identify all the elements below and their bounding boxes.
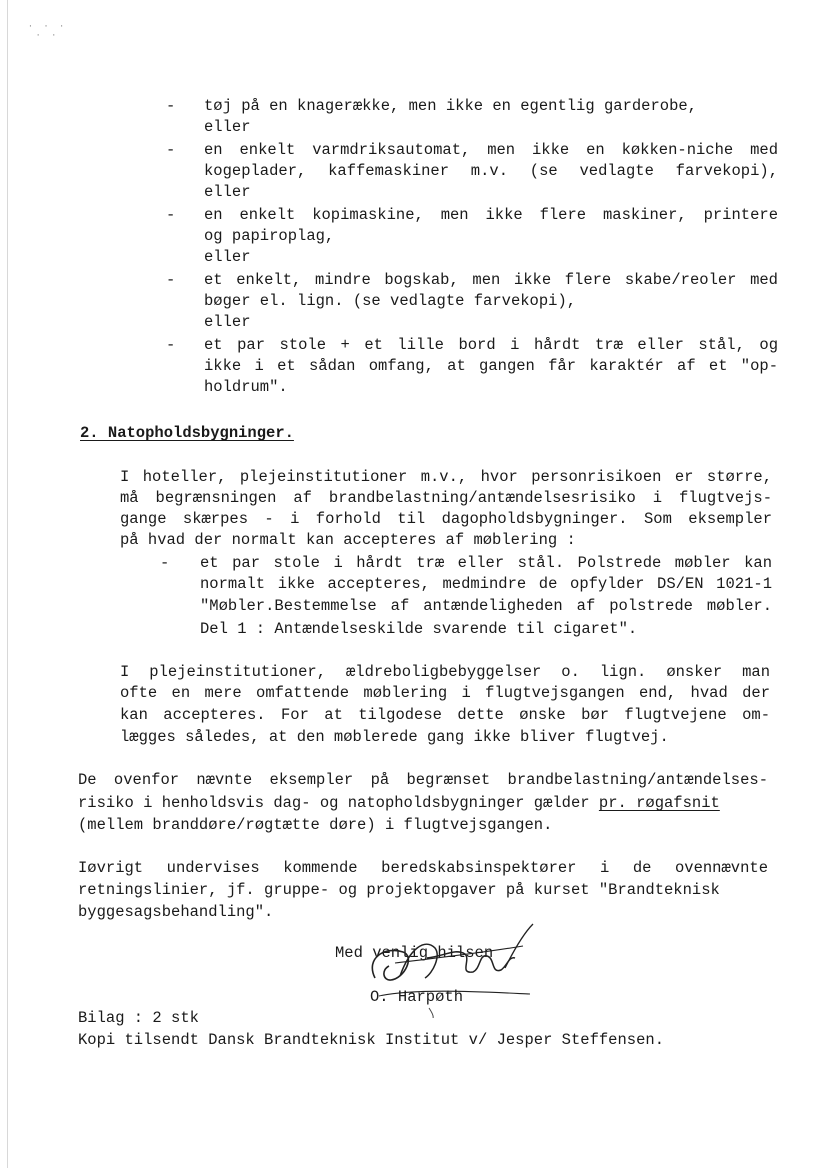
paragraph-line: må begrænsningen af brandbelastning/antændelsesrisiko i flugtvejs-	[120, 489, 772, 507]
paragraph-line: (mellem branddøre/røgtætte døre) i flugtvejsgangen.	[78, 816, 553, 834]
signature-name: O. Harpøth	[370, 988, 464, 1006]
bullet-dash: -	[160, 554, 170, 572]
signature-greeting: Med venlig hilsen	[335, 944, 494, 962]
paragraph-line: retningslinier, jf. gruppe- og projektopgaver på kurset "Brandteknisk	[78, 881, 720, 899]
paragraph-line: gange skærpes - i forhold til dagopholdsbygninger. Som eksempler	[120, 510, 772, 528]
bullet-dash: -	[166, 271, 176, 289]
paragraph-line	[78, 793, 768, 813]
bullet-text: tøj på en knagerække, men ikke en egentlig garderobe,	[204, 97, 697, 115]
paragraph-line: Iøvrigt undervises kommende beredskabsinspektører i de ovennævnte	[78, 859, 768, 877]
bullet-text: et par stole + et lille bord i hårdt træ eller stål, og	[204, 336, 778, 354]
bullet-text: en enkelt kopimaskine, men ikke flere maskiner, printere	[204, 206, 778, 224]
bullet-text: en enkelt varmdriksautomat, men ikke en køkken-niche med	[204, 141, 778, 159]
bullet-dash: -	[166, 206, 176, 224]
scan-margin-line	[7, 0, 8, 1168]
bullet-text: et par stole i hårdt træ eller stål. Polstrede møbler kan	[200, 554, 772, 572]
bullet-text: kogeplader, kaffemaskiner m.v. (se vedlagte farvekopi),	[204, 162, 778, 180]
scan-specks: · · · · ·	[28, 22, 68, 40]
bullet-text: ikke i et sådan omfang, at gangen får karaktér af et "op-	[204, 357, 778, 375]
section-heading: 2. Natopholdsbygninger.	[80, 424, 294, 442]
paragraph-line: De ovenfor nævnte eksempler på begrænset brandbelastning/antændelses-	[78, 771, 768, 789]
bullet-text: normalt ikke accepteres, medmindre de opfylder DS/EN 1021-1	[200, 575, 772, 593]
copy-recipient-note: Kopi tilsendt Dansk Brandteknisk Institut v/ Jesper Steffensen.	[78, 1031, 664, 1049]
bullet-text: Del 1 : Antændelseskilde svarende til cigaret".	[200, 620, 638, 638]
bullet-text: eller	[204, 183, 251, 201]
bullet-text: holdrum".	[204, 378, 288, 396]
bullet-text: eller	[204, 313, 251, 331]
paragraph-text: risiko i henholdsvis dag- og natopholdsbygninger gælder	[78, 794, 599, 812]
bullet-text: eller	[204, 248, 251, 266]
bullet-text: et enkelt, mindre bogskab, men ikke flere skabe/reoler med	[204, 271, 778, 289]
paragraph-line: kan accepteres. For at tilgodese dette ønske bør flugtvejene om-	[120, 706, 770, 724]
bullet-dash: -	[166, 336, 176, 354]
bullet-dash: -	[166, 97, 176, 115]
underlined-term: pr. røgafsnit	[598, 794, 720, 812]
bullet-text: eller	[204, 118, 251, 136]
bullet-text: "Møbler.Bestemmelse af antændeligheden af polstrede møbler.	[200, 597, 772, 615]
bullet-text: bøger el. lign. (se vedlagte farvekopi),	[204, 292, 577, 310]
paragraph-line: I hoteller, plejeinstitutioner m.v., hvor personrisikoen er større,	[120, 468, 772, 486]
paragraph-line: ofte en mere omfattende møblering i flugtvejsgangen end, hvad der	[120, 684, 770, 702]
bullet-text: og papiroplag,	[204, 227, 335, 245]
paragraph-line: lægges således, at den møblerede gang ikke bliver flugtvej.	[120, 728, 669, 746]
paragraph-line: på hvad der normalt kan accepteres af møblering :	[120, 531, 576, 549]
bullet-dash: -	[166, 141, 176, 159]
paragraph-line: byggesagsbehandling".	[78, 903, 274, 921]
attachments-note: Bilag : 2 stk	[78, 1009, 199, 1027]
paragraph-line: I plejeinstitutioner, ældreboligbebyggelser o. lign. ønsker man	[120, 663, 770, 681]
